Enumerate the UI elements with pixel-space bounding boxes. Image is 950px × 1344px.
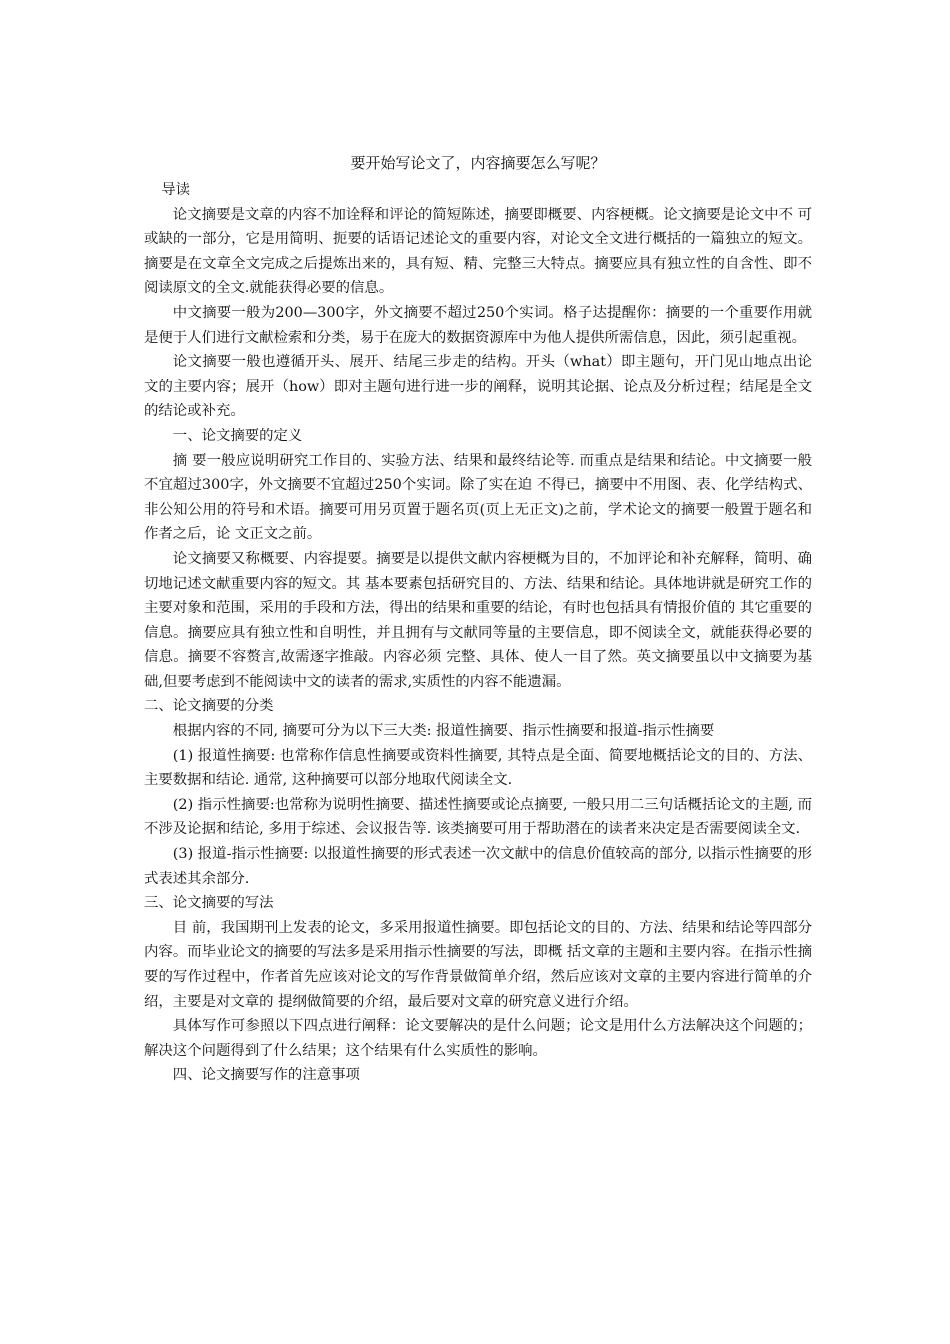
section-1-heading: 一、论文摘要的定义 [172,427,303,444]
document-title: 要开始写论文了，内容摘要怎么写呢？ [350,154,606,172]
section-3-heading: 三、论文摘要的写法 [144,895,274,912]
section-3-paragraph-2: 具体写作可参照以下四点进行阐释：论文要解决的是什么问题；论文是用什么方法解决这个问题的；解决这个问题得到了什么结果；这个结果有什么实质性的影响。 [144,1018,812,1059]
document-page [144,151,812,1088]
section-1-paragraph-1: 摘 要一般应说明研究工作目的、实验方法、结果和最终结论等. 而重点是结果和结论。中文摘要一般不宜超过300字，外文摘要不宜超过250个实词。除了实在迫 不得已，摘要中不用图、表、化学结构式、非公知公用的符号和术语。摘要可用另页置于题名页(页上无正文)之前，学术论文的摘要一般置于题名和作者之后，论 文正文之前。 [144,452,812,543]
lead-label: 导读 [161,182,191,198]
section-2-paragraph-3: (2) 指示性摘要:也常称为说明性摘要、描述性摘要或论点摘要, 一般只用二三句话概括论文的主题, 而不涉及论据和结论, 多用于综述、会议报告等. 该类摘要可用于帮助潜在的读者来决定是否需要阅读全文. [144,796,812,838]
section-2-heading: 二、论文摘要的分类 [144,698,274,715]
section-2-paragraph-2: (1) 报道性摘要: 也常称作信息性摘要或资料性摘要, 其特点是全面、简要地概括论文的目的、方法、主要数据和结论. 通常, 这种摘要可以部分地取代阅读全文. [144,747,812,789]
intro-paragraph-1: 论文摘要是文章的内容不加诠释和评论的简短陈述，摘要即概要、内容梗概。论文摘要是论文中不 可或缺的一部分，它是用简明、扼要的话语记述论文的重要内容，对论文全文进行概括的一篇独立的短文。摘要是在文章全文完成之后提炼出来的，具有短、精、完整三大特点。摘要应具有独立性的自含性、即不阅读原文的全文.就能获得必要的信息。 [144,206,812,297]
intro-paragraph-2: 中文摘要一般为200—300字，外文摘要不超过250个实词。格子达提醒你：摘要的一个重要作用就是便于人们进行文献检索和分类，易于在庞大的数据资源库中为他人提供所需信息，因此，须引起重视。 [144,304,812,346]
section-4-heading: 四、论文摘要写作的注意事项 [172,1067,360,1084]
section-1-paragraph-2: 论文摘要又称概要、内容提要。摘要是以提供文献内容梗概为目的，不加评论和补充解释，简明、确切地记述文献重要内容的短文。其 基本要素包括研究目的、方法、结果和结论。具体地讲就是研究工作的主要对象和范围，采用的手段和方法，得出的结果和重要的结论，有时也包括具有情报价值的 其它重要的信息。摘要应具有独立性和自明性，并且拥有与文献同等量的主要信息，即不阅读全文，就能获得必要的信息。摘要不容赘言,故需逐字推敲。内容必须 完整、具体、使人一目了然。英文摘要虽以中文摘要为基础,但要考虑到不能阅读中文的读者的需求,实质性的内容不能遗漏。 [144,550,812,690]
intro-paragraph-3: 论文摘要一般也遵循开头、展开、结尾三步走的结构。开头（what）即主题句，开门见山地点出论文的主要内容；展开（how）即对主题句进行进一步的阐释，说明其论据、论点及分析过程；结尾是全文的结论或补充。 [144,354,812,420]
section-2-paragraph-4: (3) 报道-指示性摘要: 以报道性摘要的形式表述一次文献中的信息价值较高的部分, 以指示性摘要的形式表述其余部分. [144,846,812,887]
section-2-paragraph-1: 根据内容的不同, 摘要可分为以下三大类: 报道性摘要、指示性摘要和报道-指示性摘要 [172,723,715,740]
section-3-paragraph-1: 目 前，我国期刊上发表的论文，多采用报道性摘要。即包括论文的目的、方法、结果和结论等四部分内容。而毕业论文的摘要的写法多是采用指示性摘要的写法，即概 括文章的主题和主要内容。在指示性摘要的写作过程中，作者首先应该对论文的写作背景做简单介绍，然后应该对文章的主要内容进行简单的介绍，主要是对文章的 提纲做简要的介绍，最后要对文章的研究意义进行介绍。 [144,919,812,1010]
